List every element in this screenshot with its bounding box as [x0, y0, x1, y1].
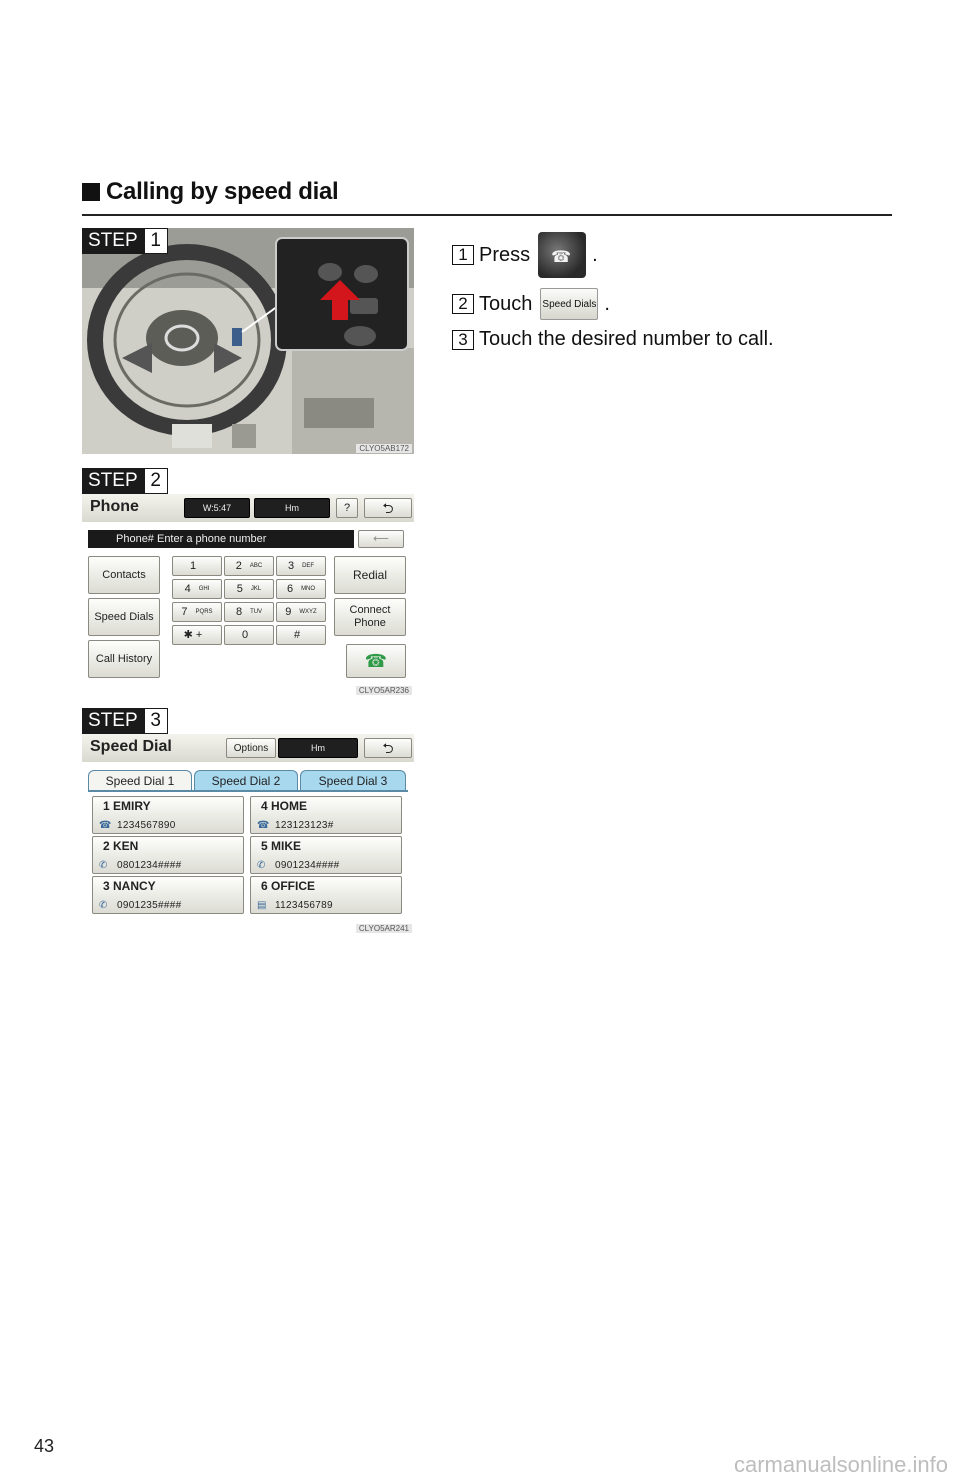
office-icon: ▤	[257, 900, 267, 911]
keypad-key[interactable]: 4 GHI	[172, 579, 222, 599]
keypad-key[interactable]: 9 WXYZ	[276, 602, 326, 622]
tab-speed-dial-1[interactable]: Speed Dial 1	[88, 770, 192, 790]
keypad-key[interactable]: ✱ +	[172, 625, 222, 645]
step-number: 1	[452, 245, 474, 265]
instruction-2: 2 Touch Speed Dials .	[452, 288, 610, 320]
call-button[interactable]	[346, 644, 406, 678]
keypad-key[interactable]: 3 DEF	[276, 556, 326, 576]
tab-speed-dial-3[interactable]: Speed Dial 3	[300, 770, 406, 790]
backspace-button[interactable]: ⟵	[358, 530, 404, 548]
status-indicator: Hm	[278, 738, 358, 758]
tab-underline	[88, 790, 408, 792]
clock-display: W:5:47	[184, 498, 250, 518]
back-button[interactable]: ⮌	[364, 738, 412, 758]
keypad-key[interactable]: 8 TUV	[224, 602, 274, 622]
connect-phone-button[interactable]: Connect Phone	[334, 598, 406, 636]
steering-wheel-illustration	[82, 228, 414, 454]
step1-illustration	[82, 228, 414, 454]
back-button[interactable]: ⮌	[364, 498, 412, 518]
speed-dial-entry[interactable]: 6 OFFICE ▤ 1123456789	[250, 876, 402, 914]
keypad-key[interactable]: 6 MNO	[276, 579, 326, 599]
instruction-3: 3 Touch the desired number to call.	[452, 328, 774, 351]
step2-phone-screen	[82, 468, 414, 696]
speed-dial-entry[interactable]: 2 KEN ✆ 0801234####	[92, 836, 244, 874]
keypad-key[interactable]: 2 ABC	[224, 556, 274, 576]
watermark: carmanualsonline.info	[733, 1452, 948, 1477]
speed-dial-entry[interactable]: 4 HOME ☎ 123123123#	[250, 796, 402, 834]
redial-button[interactable]: Redial	[334, 556, 406, 594]
section-title	[82, 178, 338, 206]
speed-dial-entry[interactable]: 3 NANCY ✆ 0901235####	[92, 876, 244, 914]
page-number: 43	[34, 1436, 55, 1456]
step-number: 3	[452, 330, 474, 350]
step-number: 2	[452, 294, 474, 314]
phone-switch-icon: ☎	[538, 232, 586, 278]
speed-dial-title: Speed Dial	[90, 738, 172, 755]
keypad-key[interactable]: #	[276, 625, 326, 645]
step-badge-2: STEP 2	[82, 468, 168, 494]
section-rule	[82, 214, 892, 216]
tab-speed-dial-2[interactable]: Speed Dial 2	[194, 770, 298, 790]
speed-dials-button-icon: Speed Dials	[540, 288, 598, 320]
contacts-button[interactable]: Contacts	[88, 556, 160, 594]
image-code: CLYO5AB172	[356, 444, 412, 453]
keypad-key[interactable]: 1	[172, 556, 222, 576]
step-badge-1: STEP 1	[82, 228, 168, 254]
instruction-1: 1 Press ☎ .	[452, 232, 598, 278]
speed-dial-entry[interactable]: 1 EMIRY ☎ 1234567890	[92, 796, 244, 834]
image-code: CLYO5AR236	[356, 686, 412, 695]
status-indicator: Hm	[254, 498, 330, 518]
keypad-key[interactable]: 0	[224, 625, 274, 645]
section-title-text: Calling by speed dial	[106, 178, 339, 205]
phone-number-input[interactable]: Phone# Enter a phone number	[88, 530, 354, 548]
image-code: CLYO5AR241	[356, 924, 412, 933]
mobile-icon: ✆	[257, 860, 266, 871]
mobile-icon: ✆	[99, 860, 108, 871]
step3-speed-dial-screen	[82, 708, 414, 934]
options-button[interactable]: Options	[226, 738, 276, 758]
keypad-key[interactable]: 5 JKL	[224, 579, 274, 599]
home-icon: ☎	[99, 820, 112, 831]
phone-handset-icon: ☎	[364, 650, 388, 671]
speed-dial-entry[interactable]: 5 MIKE ✆ 0901234####	[250, 836, 402, 874]
mobile-icon: ✆	[99, 900, 108, 911]
step-badge-3: STEP 3	[82, 708, 168, 734]
home-icon: ☎	[257, 820, 270, 831]
speed-dials-button[interactable]: Speed Dials	[88, 598, 160, 636]
section-bullet-icon	[82, 183, 100, 201]
phone-title: Phone	[90, 498, 139, 515]
help-button[interactable]: ?	[336, 498, 358, 518]
keypad-key[interactable]: 7 PQRS	[172, 602, 222, 622]
call-history-button[interactable]: Call History	[88, 640, 160, 678]
